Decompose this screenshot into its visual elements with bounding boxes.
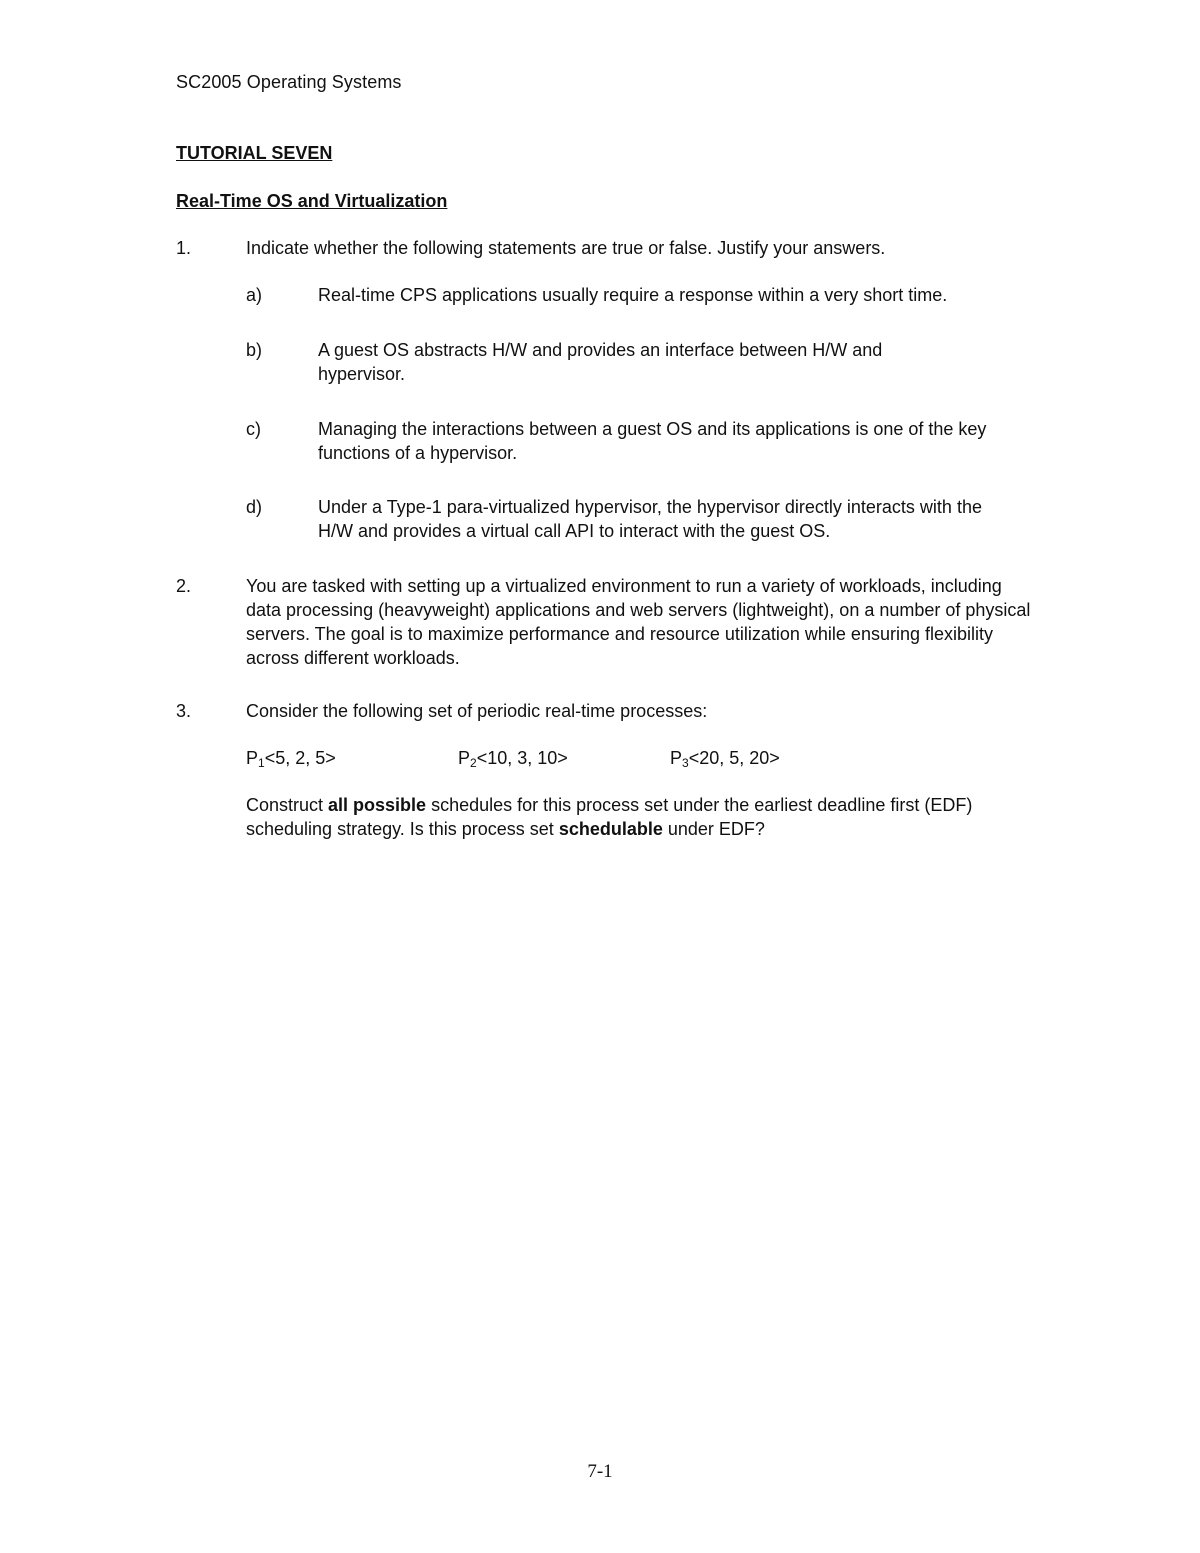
part-text: Managing the interactions between a guest OS and its applications is one of the key functions of a hypervisor. bbox=[318, 419, 987, 463]
tutorial-subtitle: Real-Time OS and Virtualization bbox=[176, 191, 448, 211]
question-text: Consider the following set of periodic real-time processes: bbox=[246, 701, 708, 721]
process-subscript: 1 bbox=[258, 756, 265, 770]
question-number: 1. bbox=[176, 238, 192, 258]
question-text: Indicate whether the following statements are true or false. Justify your answers. bbox=[246, 238, 886, 258]
part-label: a) bbox=[246, 285, 263, 305]
part-label: c) bbox=[246, 419, 261, 439]
process-params: <10, 3, 10> bbox=[476, 748, 568, 768]
part-text: A guest OS abstracts H/W and provides an interface between H/W and hypervisor. bbox=[318, 340, 883, 384]
question-number: 3. bbox=[176, 701, 192, 721]
process-name: P bbox=[670, 748, 683, 768]
process-p3 bbox=[670, 746, 780, 770]
construct-instruction bbox=[246, 793, 1006, 841]
emphasis-schedulable: schedulable bbox=[558, 819, 663, 839]
process-subscript: 3 bbox=[682, 756, 689, 770]
process-name: P bbox=[246, 748, 259, 768]
question-number: 2. bbox=[176, 576, 192, 596]
tutorial-title: TUTORIAL SEVEN bbox=[176, 143, 333, 163]
question-text: You are tasked with setting up a virtualized environment to run a variety of workloads, including data processing (heavyweight) applications and web servers (lightweight), on a number of physical servers. The goal is to maximize performance and resource utilization while ensuring flexibility across different workloads. bbox=[246, 576, 1031, 668]
part-label: d) bbox=[246, 497, 263, 517]
page-number: 7-1 bbox=[587, 1461, 613, 1482]
construct-text-2: schedules for this process set under the earliest deadline first (EDF) scheduling strategy. Is this process set bbox=[246, 795, 973, 839]
part-text: Under a Type-1 para-virtualized hypervisor, the hypervisor directly interacts with the H/W and provides a virtual call API to interact with the guest OS. bbox=[318, 497, 982, 541]
process-name: P bbox=[458, 748, 471, 768]
process-p2 bbox=[458, 746, 568, 770]
part-label: b) bbox=[246, 340, 263, 360]
process-params: <5, 2, 5> bbox=[264, 748, 336, 768]
process-p1 bbox=[246, 746, 336, 770]
construct-text-3: under EDF? bbox=[662, 819, 765, 839]
construct-text-1: Construct bbox=[246, 795, 329, 815]
emphasis-all-possible: all possible bbox=[328, 795, 427, 815]
process-params: <20, 5, 20> bbox=[688, 748, 780, 768]
part-text: Real-time CPS applications usually require a response within a very short time. bbox=[318, 285, 948, 305]
process-subscript: 2 bbox=[470, 756, 477, 770]
course-header: SC2005 Operating Systems bbox=[176, 72, 402, 92]
